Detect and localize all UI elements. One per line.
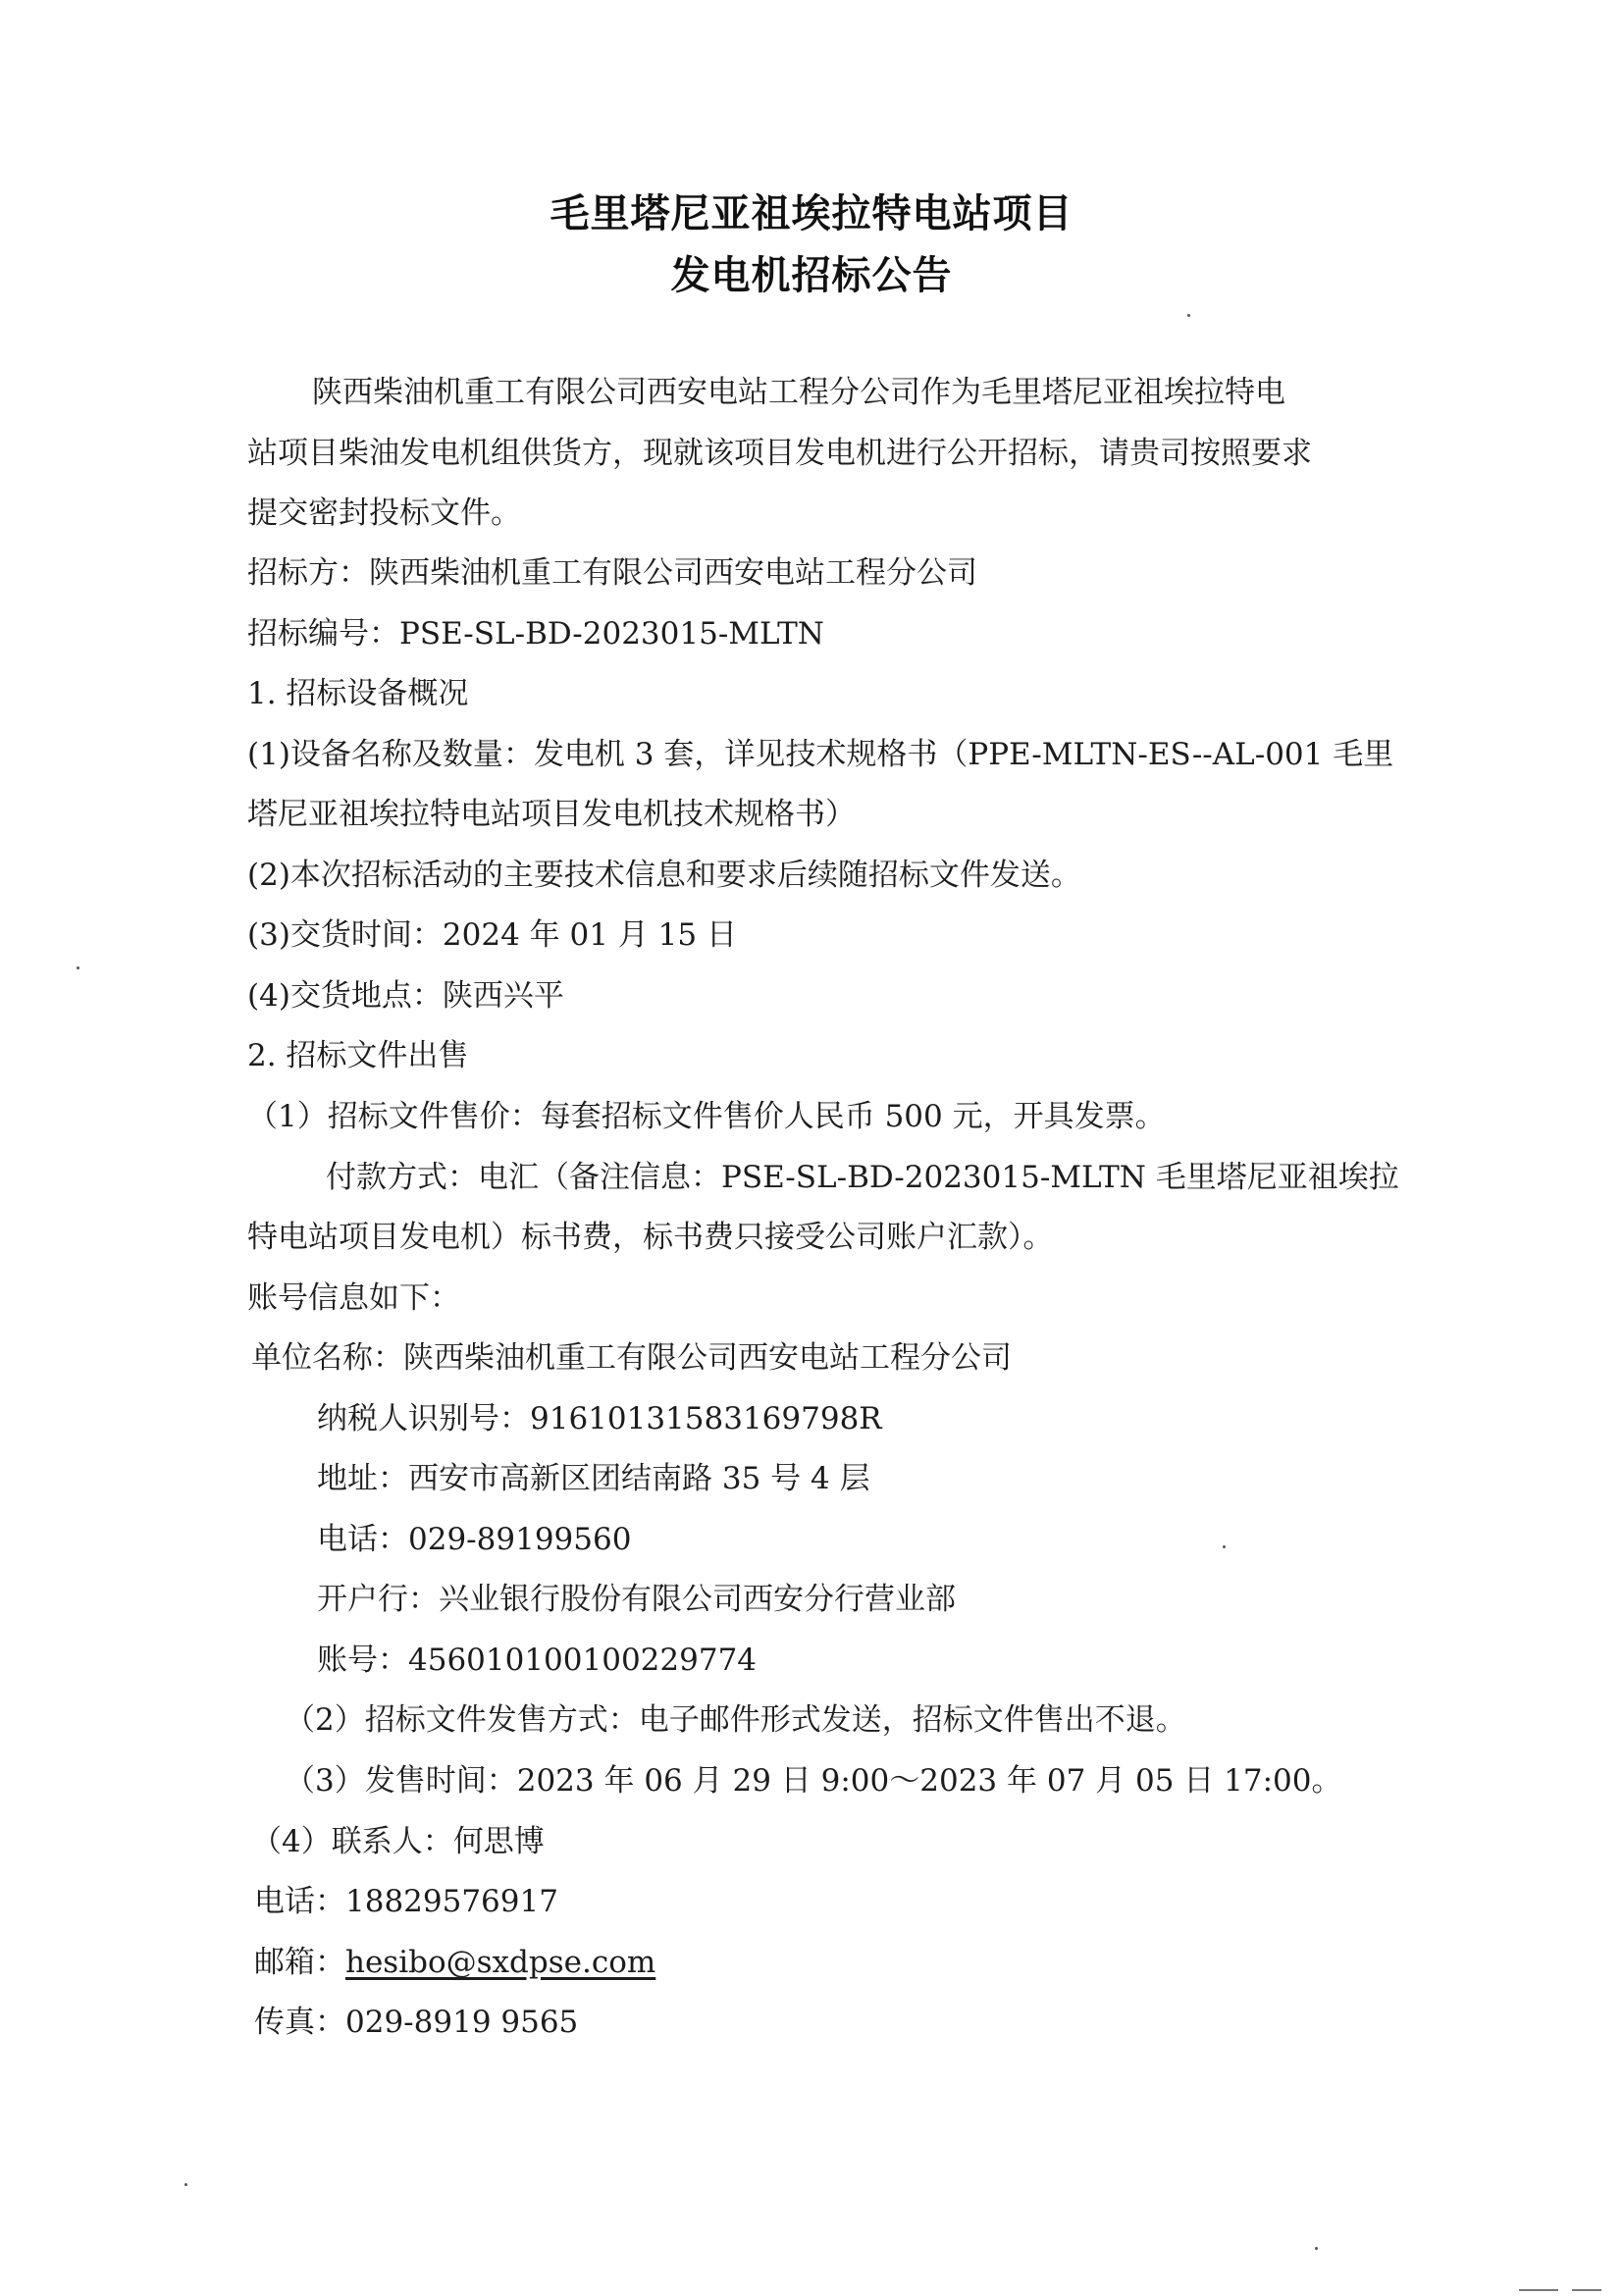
contact-email-link[interactable]: hesibo@sxdpse.com	[345, 1945, 656, 1980]
intro-line-3: 提交密封投标文件。	[247, 496, 521, 531]
account-phone: 电话：029-89199560	[317, 1522, 632, 1557]
scan-speck	[1315, 2247, 1318, 2250]
intro-line-1: 陕西柴油机重工有限公司西安电站工程分公司作为毛里塔尼亚祖埃拉特电	[312, 375, 1285, 410]
account-bank: 开户行：兴业银行股份有限公司西安分行营业部	[317, 1582, 956, 1617]
payment-line-2: 特电站项目发电机）标书费，标书费只接受公司账户汇款）。	[247, 1220, 1054, 1255]
intro-line-2: 站项目柴油发电机组供货方，现就该项目发电机进行公开招标，请贵司按照要求	[247, 436, 1312, 471]
section-2-heading: 2. 招标文件出售	[247, 1038, 469, 1073]
section-1-item-4: (4)交货地点：陕西兴平	[247, 978, 564, 1014]
scan-speck	[1223, 1545, 1226, 1548]
scan-footer-mark	[1572, 2289, 1601, 2291]
payment-line-1: 付款方式：电汇（备注信息：PSE-SL-BD-2023015-MLTN 毛里塔尼亚祖埃拉	[326, 1160, 1399, 1195]
tender-number: 招标编号：PSE-SL-BD-2023015-MLTN	[247, 616, 824, 652]
contact-email-label: 邮箱：	[254, 1945, 345, 1980]
section-1-item-1-line-2: 塔尼亚祖埃拉特电站项目发电机技术规格书）	[247, 797, 856, 832]
section-1-item-2: (2)本次招标活动的主要技术信息和要求后续随招标文件发送。	[247, 858, 1081, 893]
account-address: 地址：西安市高新区团结南路 35 号 4 层	[317, 1461, 870, 1496]
section-2-item-3: （3）发售时间：2023 年 06 月 29 日 9:00～2023 年 07 月 05 日 17:00。	[285, 1763, 1342, 1799]
contact-email-line	[254, 1943, 655, 1982]
section-2-item-1: （1）招标文件售价：每套招标文件售价人民币 500 元，开具发票。	[247, 1099, 1166, 1134]
scan-speck	[77, 966, 79, 969]
section-1-item-3: (3)交货时间：2024 年 01 月 15 日	[247, 917, 737, 953]
scan-speck	[184, 2183, 187, 2186]
account-company-name: 单位名称：陕西柴油机重工有限公司西安电站工程分公司	[251, 1340, 1012, 1376]
tenderer: 招标方：陕西柴油机重工有限公司西安电站工程分公司	[247, 555, 977, 591]
contact-phone: 电话：18829576917	[254, 1884, 558, 1919]
account-number: 账号：456010100100229774	[317, 1643, 758, 1678]
account-tax-id: 纳税人识别号：91610131583169798R	[317, 1401, 882, 1436]
section-2-item-2: （2）招标文件发售方式：电子邮件形式发送，招标文件售出不退。	[285, 1702, 1186, 1738]
document-title-line1: 毛里塔尼亚祖埃拉特电站项目	[550, 191, 1073, 236]
scan-speck	[1187, 314, 1190, 317]
contact-fax: 传真：029-8919 9565	[254, 2005, 579, 2040]
section-2-item-4: （4）联系人：何思博	[251, 1824, 545, 1859]
scan-footer-mark	[1519, 2289, 1558, 2291]
section-1-heading: 1. 招标设备概况	[247, 676, 469, 711]
account-heading: 账号信息如下：	[247, 1280, 460, 1316]
document-title-line2: 发电机招标公告	[670, 253, 953, 298]
section-1-item-1-line-1: (1)设备名称及数量：发电机 3 套，详见技术规格书（PPE-MLTN-ES--AL-001 毛里	[247, 737, 1394, 772]
